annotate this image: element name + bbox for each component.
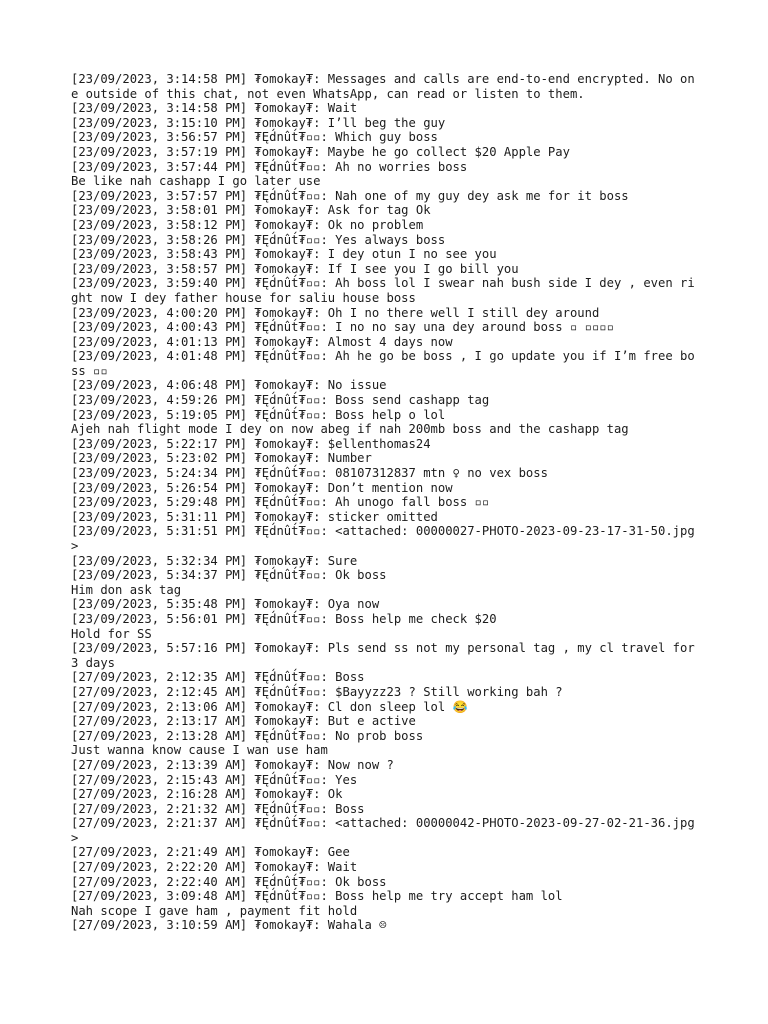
chat-line: [23/09/2023, 3:59:40 PM] ₮Ęd́nût́₮▫▫: Ah boss lol I swear nah bush side I dey , even right now I dey father house for saliu house boss <box>71 276 695 305</box>
chat-line: [23/09/2023, 4:01:13 PM] ₮omokay₮: Almost 4 days now <box>71 334 453 349</box>
chat-line: [23/09/2023, 4:01:48 PM] ₮Ęd́nût́₮▫▫: Ah he go be boss , I go update you if I’m free boss ▫▫ <box>71 349 695 378</box>
chat-line: [27/09/2023, 2:13:06 AM] ₮omokay₮: Cl don sleep lol 😂 <box>71 699 468 714</box>
chat-line: Him don ask tag <box>71 582 182 597</box>
chat-line: [23/09/2023, 4:59:26 PM] ₮Ęd́nût́₮▫▫: Boss send cashapp tag <box>71 393 490 408</box>
chat-line: [23/09/2023, 3:58:12 PM] ₮omokay₮: Ok no problem <box>71 217 424 232</box>
chat-line: [23/09/2023, 5:19:05 PM] ₮Ęd́nût́₮▫▫: Boss help o lol <box>71 407 446 422</box>
chat-line: [23/09/2023, 5:56:01 PM] ₮Ęd́nût́₮▫▫: Boss help me check $20 <box>71 611 497 626</box>
chat-line: [27/09/2023, 3:10:59 AM] ₮omokay₮: Wahala ☹ <box>71 918 387 933</box>
chat-line: [23/09/2023, 3:58:01 PM] ₮omokay₮: Ask for tag Ok <box>71 203 431 218</box>
chat-line: [23/09/2023, 3:58:57 PM] ₮omokay₮: If I see you I go bill you <box>71 261 519 276</box>
chat-line: [27/09/2023, 2:21:32 AM] ₮Ęd́nût́₮▫▫: Boss <box>71 801 365 816</box>
chat-line: [23/09/2023, 3:58:26 PM] ₮Ęd́nût́₮▫▫: Yes always boss <box>71 232 446 247</box>
chat-line: [23/09/2023, 3:58:43 PM] ₮omokay₮: I dey otun I no see you <box>71 247 497 262</box>
chat-line: [27/09/2023, 2:12:35 AM] ₮Ęd́nût́₮▫▫: Boss <box>71 670 365 685</box>
chat-line: [23/09/2023, 5:32:34 PM] ₮omokay₮: Sure <box>71 553 358 568</box>
chat-line: Be like nah cashapp I go later use <box>71 174 321 189</box>
chat-line: [23/09/2023, 5:31:51 PM] ₮Ęd́nût́₮▫▫: <attached: 00000027-PHOTO-2023-09-23-17-31-50.jpg> <box>71 524 695 553</box>
chat-line: [27/09/2023, 2:16:28 AM] ₮omokay₮: Ok <box>71 787 343 802</box>
chat-line: [23/09/2023, 5:24:34 PM] ₮Ęd́nût́₮▫▫: 08107312837 mtn ♀ no vex boss <box>71 466 548 481</box>
chat-line: [27/09/2023, 2:22:40 AM] ₮Ęd́nût́₮▫▫: Ok boss <box>71 874 387 889</box>
chat-line: [27/09/2023, 2:13:39 AM] ₮omokay₮: Now now ? <box>71 757 394 772</box>
chat-line: [27/09/2023, 2:13:17 AM] ₮omokay₮: But e active <box>71 714 416 729</box>
chat-line: [23/09/2023, 5:31:11 PM] ₮omokay₮: sticker omitted <box>71 509 438 524</box>
chat-line: [23/09/2023, 4:00:43 PM] ₮Ęd́nût́₮▫▫: I no no say una dey around boss ▫ ▫▫▫▫ <box>71 320 614 335</box>
chat-line: [23/09/2023, 5:23:02 PM] ₮omokay₮: Number <box>71 451 372 466</box>
chat-line: [23/09/2023, 3:14:58 PM] ₮omokay₮: Wait <box>71 101 358 116</box>
chat-line: Nah scope I gave ham , payment fit hold <box>71 903 358 918</box>
chat-line: [23/09/2023, 5:22:17 PM] ₮omokay₮: $ellenthomas24 <box>71 436 431 451</box>
chat-line: [23/09/2023, 5:57:16 PM] ₮omokay₮: Pls send ss not my personal tag , my cl travel for 3 days <box>71 641 703 670</box>
chat-line: [23/09/2023, 3:57:44 PM] ₮Ęd́nût́₮▫▫: Ah no worries boss <box>71 159 468 174</box>
chat-line: [23/09/2023, 5:29:48 PM] ₮Ęd́nût́₮▫▫: Ah unogo fall boss ▫▫ <box>71 495 490 510</box>
chat-line: [23/09/2023, 3:57:57 PM] ₮Ęd́nût́₮▫▫: Nah one of my guy dey ask me for it boss <box>71 188 629 203</box>
chat-line: [23/09/2023, 5:35:48 PM] ₮omokay₮: Oya now <box>71 597 380 612</box>
chat-line: [23/09/2023, 3:14:58 PM] ₮omokay₮: Messages and calls are end-to-end encrypted. No one outside of this chat, not even WhatsApp, can read or listen to them. <box>71 72 695 101</box>
chat-line: [27/09/2023, 2:13:28 AM] ₮Ęd́nût́₮▫▫: No prob boss <box>71 728 424 743</box>
chat-line: Ajeh nah flight mode I dey on now abeg if nah 200mb boss and the cashapp tag <box>71 422 629 437</box>
chat-line: [27/09/2023, 2:22:20 AM] ₮omokay₮: Wait <box>71 860 358 875</box>
chat-line: [23/09/2023, 5:26:54 PM] ₮omokay₮: Don’t mention now <box>71 480 453 495</box>
chat-line: [23/09/2023, 5:34:37 PM] ₮Ęd́nût́₮▫▫: Ok boss <box>71 568 387 583</box>
chat-line: [27/09/2023, 3:09:48 AM] ₮Ęd́nût́₮▫▫: Boss help me try accept ham lol <box>71 889 563 904</box>
chat-line: Hold for SS <box>71 626 152 641</box>
chat-line: [23/09/2023, 3:56:57 PM] ₮Ęd́nût́₮▫▫: Which guy boss <box>71 130 438 145</box>
chat-line: [27/09/2023, 2:12:45 AM] ₮Ęd́nût́₮▫▫: $Bayyzz23 ? Still working bah ? <box>71 684 563 699</box>
chat-line: [27/09/2023, 2:21:49 AM] ₮omokay₮: Gee <box>71 845 350 860</box>
chat-export-log <box>71 72 701 933</box>
chat-line: Just wanna know cause I wan use ham <box>71 743 328 758</box>
chat-line: [27/09/2023, 2:21:37 AM] ₮Ęd́nût́₮▫▫: <attached: 00000042-PHOTO-2023-09-27-02-21-36.jpg> <box>71 816 695 845</box>
chat-line: [23/09/2023, 4:00:20 PM] ₮omokay₮: Oh I no there well I still dey around <box>71 305 600 320</box>
chat-line: [23/09/2023, 3:15:10 PM] ₮omokay₮: I’ll beg the guy <box>71 115 446 130</box>
chat-line: [23/09/2023, 3:57:19 PM] ₮omokay₮: Maybe he go collect $20 Apple Pay <box>71 144 570 159</box>
chat-line: [27/09/2023, 2:15:43 AM] ₮Ęd́nût́₮▫▫: Yes <box>71 772 358 787</box>
chat-line: [23/09/2023, 4:06:48 PM] ₮omokay₮: No issue <box>71 378 387 393</box>
